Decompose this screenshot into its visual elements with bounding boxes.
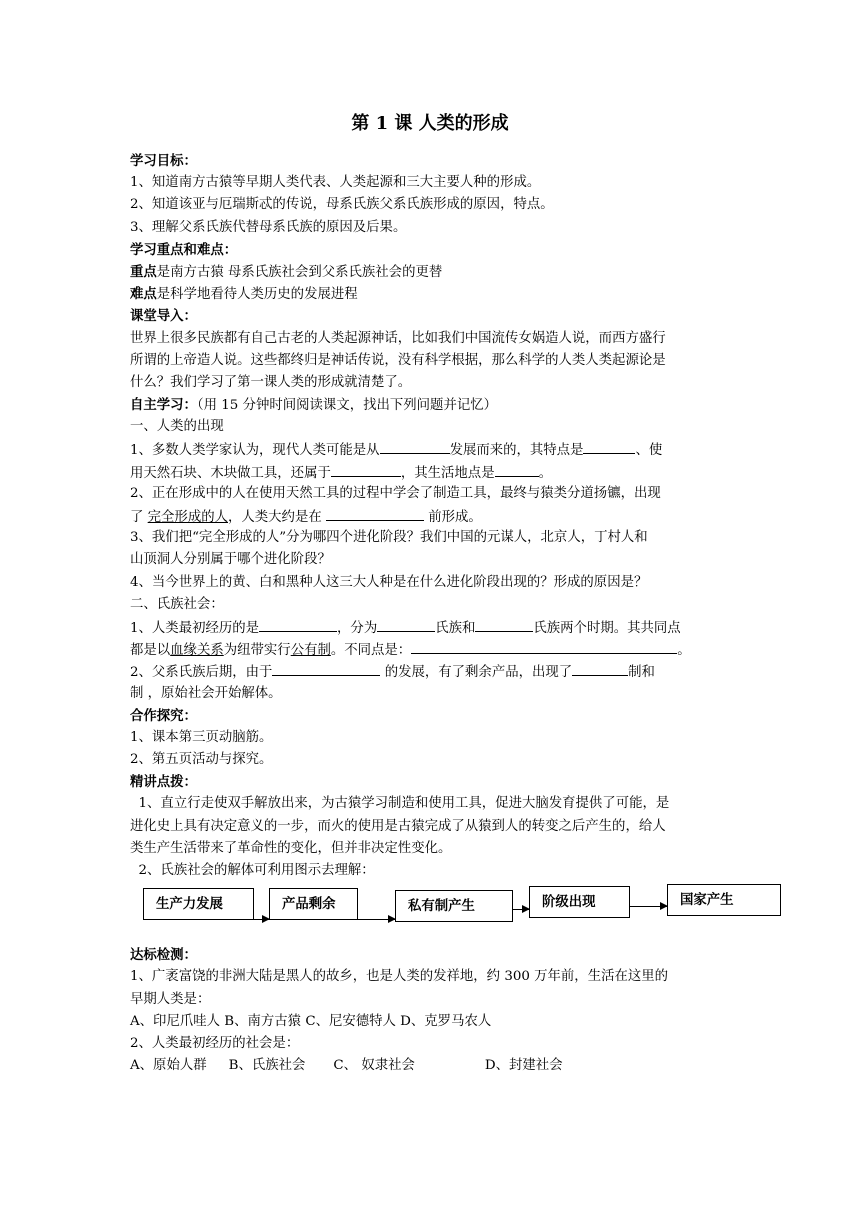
test-text: 早期人类是：: [130, 991, 211, 1007]
underlined-text: 公有制: [290, 643, 331, 659]
flow-diagram: [143, 888, 743, 930]
self-study-heading: 自主学习：: [130, 397, 197, 414]
coop-heading: 合作探究：: [130, 707, 197, 724]
question-2: 2、正在形成中的人在使用天然工具的过程中学会了制造工具，最终与猿类分道扬镳，出现: [130, 485, 661, 501]
option: B、氏族社会: [228, 1058, 306, 1074]
goal-item: 1、知道南方古猿等早期人类代表、人类起源和三大主要人种的形成。: [130, 175, 541, 191]
fill-blank[interactable]: [331, 461, 401, 477]
fill-blank[interactable]: [495, 461, 539, 477]
section-title: 二、氏族社会：: [130, 596, 224, 612]
difficulty-text: 是科学地看待人类历史的发展进程: [156, 287, 358, 303]
fill-blank[interactable]: [475, 616, 533, 632]
fill-blank[interactable]: [377, 616, 435, 632]
explain-heading: 精讲点拨：: [130, 774, 197, 791]
fill-blank[interactable]: [411, 638, 677, 654]
fill-blank[interactable]: [272, 660, 380, 676]
intro-text: 所谓的上帝造人说。这些都终归是神话传说，没有科学根据，那么科学的人类人类起源论是: [130, 352, 666, 368]
question-3-cont: 山顶洞人分别属于哪个进化阶段？: [130, 552, 331, 568]
difficulty-line: [130, 283, 730, 305]
question-6: 2、父系氏族后期，由于 的发展，有了剩余产品，出现了 制和: [130, 660, 730, 682]
key-heading: 学习重点和难点：: [130, 241, 238, 258]
flow-box-classes: 阶级出现: [529, 886, 630, 918]
option: C、 奴隶社会: [333, 1058, 415, 1074]
explain-text: 进化史上具有决定意义的一步，而火的使用是古猿完成了从猿到人的转变之后产生的，给人: [130, 818, 666, 834]
fill-blank[interactable]: [259, 616, 337, 632]
test-text: A、印尼爪哇人 B、南方古猿 C、尼安德特人 D、克罗马农人: [130, 1013, 492, 1029]
intro-heading: 课堂导入：: [130, 308, 197, 325]
intro-text: 世界上很多民族都有自己古老的人类起源神话，比如我们中国流传女娲造人说，而西方盛行: [130, 330, 666, 346]
question-6-cont: 制 ，原始社会开始解体。: [130, 685, 282, 701]
page-title: 第 1 课 人类的形成: [351, 113, 509, 134]
section-title: 一、人类的出现: [130, 419, 224, 435]
focus-line: [130, 261, 730, 283]
question-3: 3、我们把“完全形成的人”分为哪四个进化阶段？我们中国的元谋人，北京人，丁村人和: [130, 530, 648, 546]
arrow-icon: [513, 909, 529, 910]
flow-box-state: 国家产生: [667, 884, 781, 916]
arrow-icon: [358, 919, 395, 920]
self-study-line: [130, 394, 730, 416]
coop-item: 2、第五页活动与探究。: [130, 752, 273, 768]
flow-box-surplus: 产品剩余: [269, 888, 358, 920]
goals-heading: 学习目标：: [130, 153, 197, 169]
explain-text: 类生产生活带来了革命性的变化，但并非决定性变化。: [130, 840, 452, 856]
fill-blank[interactable]: [572, 660, 628, 676]
focus-text: 是南方古猿 母系氏族社会到父系氏族社会的更替: [156, 264, 443, 280]
question-1: 1、多数人类学家认为，现代人类可能是从 发展而来的，其特点是 、使: [130, 438, 730, 460]
focus-label: 重点: [130, 263, 157, 280]
explain-text: 2、氏族社会的解体可利用图示去理解：: [130, 863, 375, 878]
test-options: [130, 1055, 730, 1077]
arrow-icon: [630, 906, 667, 907]
underlined-text: 完全形成的人: [147, 510, 228, 525]
coop-item: 1、课本第三页动脑筋。: [130, 729, 273, 745]
arrow-icon: [254, 919, 269, 920]
intro-text: 什么？我们学习了第一课人类的形成就清楚了。: [130, 374, 412, 390]
option: A、原始人群: [130, 1058, 207, 1074]
flow-box-productivity: 生产力发展: [143, 888, 254, 920]
option: D、封建社会: [484, 1058, 563, 1074]
goal-item: 2、知道该亚与厄瑞斯忒的传说，母系氏族父系氏族形成的原因，特点。: [130, 197, 554, 213]
self-study-note: （用 15 分钟时间阅读课文，找出下列问题并记忆）: [196, 398, 498, 414]
question-1-cont: 用天然石块、木块做工具，还属于 ，其生活地点是 。: [130, 461, 730, 483]
test-text: 1、广袤富饶的非洲大陆是黑人的故乡，也是人类的发祥地，约 300 万年前，生活在这里的: [130, 969, 669, 985]
test-text: 2、人类最初经历的社会是：: [130, 1035, 300, 1051]
test-heading: 达标检测：: [130, 947, 197, 964]
worksheet: [130, 112, 734, 1077]
question-5-cont: 都是以血缘关系为纽带实行公有制。不同点是： 。: [130, 638, 730, 660]
fill-blank[interactable]: [583, 438, 635, 454]
fill-blank[interactable]: [326, 505, 424, 521]
explain-text: 1、直立行走使双手解放出来，为古猿学习制造和使用工具，促进大脑发育提供了可能，是: [130, 796, 670, 812]
goal-item: 3、理解父系氏族代替母系氏族的原因及后果。: [130, 219, 407, 235]
underlined-text: 血缘关系: [170, 643, 224, 659]
difficulty-label: 难点: [130, 286, 157, 303]
question-5: 1、人类最初经历的是 ，分为 氏族和 氏族两个时期。其共同点: [130, 616, 730, 638]
flow-box-private-property: 私有制产生: [395, 890, 513, 922]
question-4: 4、当今世界上的黄、白和黑种人这三大人种是在什么进化阶段出现的？形成的原因是？: [130, 574, 648, 590]
fill-blank[interactable]: [380, 438, 450, 454]
question-2-cont: 了 完全形成的人，人类大约是在 前形成。: [130, 505, 730, 527]
